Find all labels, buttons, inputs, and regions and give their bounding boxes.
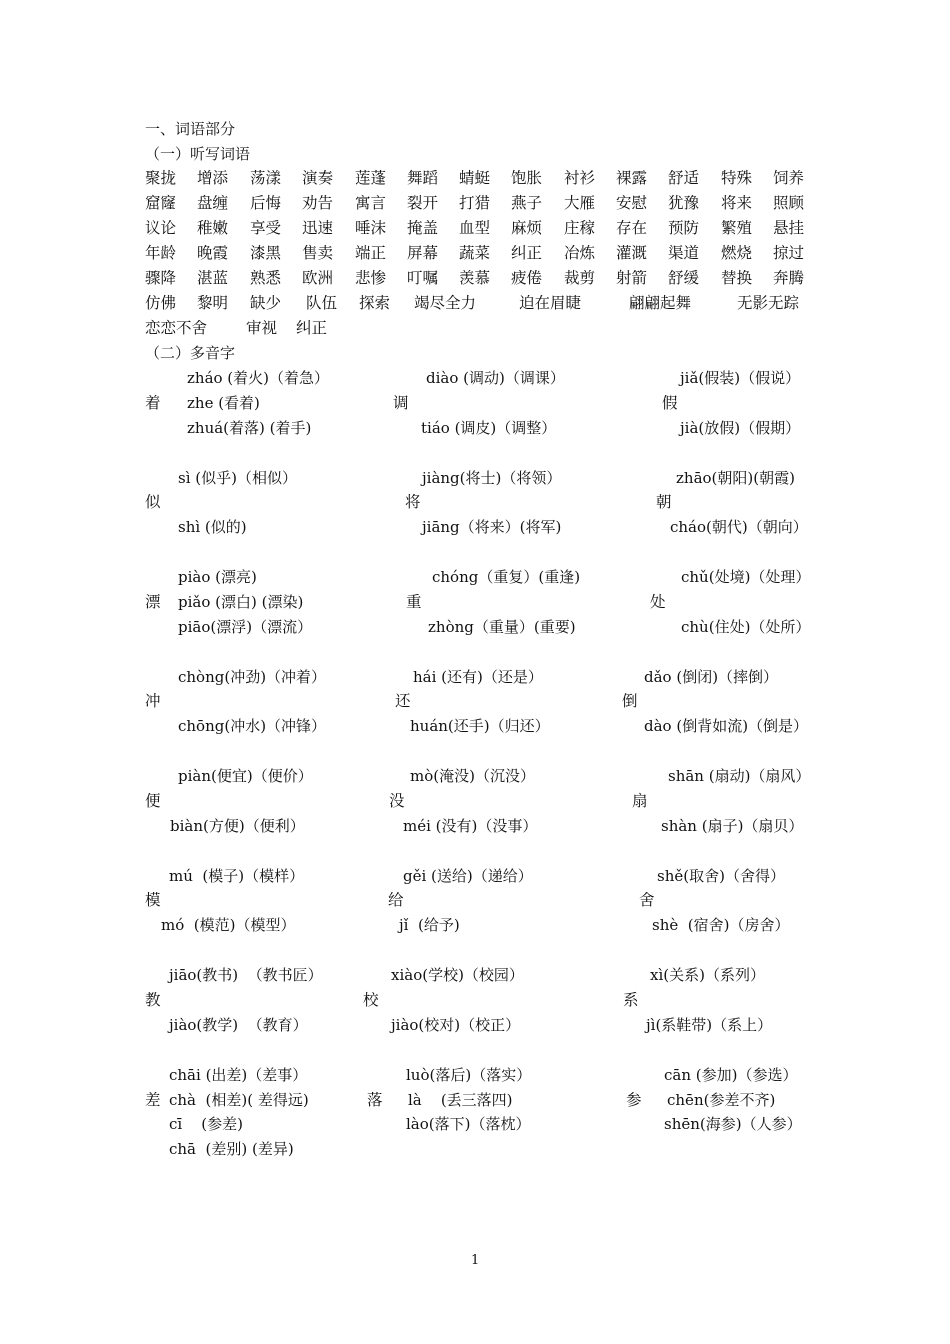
reading-entry: jià(放假)（假期） [680, 419, 801, 437]
vocab-word: 犹豫 [668, 194, 700, 212]
vocab-word: 屏幕 [407, 244, 439, 262]
vocab-word: 衬衫 [564, 169, 596, 187]
vocab-word: 特殊 [721, 169, 753, 187]
polyphonic-char: 冲 [145, 692, 161, 710]
page-number: 1 [471, 1253, 480, 1268]
reading-entry: piàn(便宜)（便价） [178, 767, 313, 785]
reading-entry: chēn(参差不齐) [667, 1091, 776, 1109]
vocab-word: 探索 [359, 294, 391, 312]
reading-entry: zhòng（重量）(重要) [428, 618, 576, 636]
reading-entry: là (丢三落四) [408, 1091, 513, 1109]
reading-entry: chà (相差)( 差得远) [169, 1091, 309, 1109]
vocab-word: 迫在眉睫 [519, 294, 582, 312]
vocab-word: 射箭 [616, 269, 648, 287]
vocab-word: 繁殖 [721, 219, 753, 237]
reading-entry: chōng(冲水)（冲锋） [178, 717, 327, 735]
vocab-word: 照顾 [773, 194, 805, 212]
polyphonic-char: 参 [626, 1091, 642, 1109]
vocab-word: 演奏 [302, 169, 334, 187]
polyphonic-char: 着 [145, 394, 161, 412]
reading-entry: xì(关系)（系列） [650, 966, 765, 984]
vocab-word: 纠正 [511, 244, 543, 262]
polyphonic-char: 漂 [145, 593, 161, 611]
reading-entry: cān (参加)（参选） [664, 1066, 798, 1084]
vocab-word: 盘缠 [197, 194, 229, 212]
reading-entry: gěi (送给)（递给） [403, 867, 533, 885]
vocab-word: 预防 [668, 219, 700, 237]
reading-entry: jiào(校对)（校正） [391, 1016, 521, 1034]
vocab-word: 后悔 [250, 194, 282, 212]
vocab-word: 燕子 [511, 194, 543, 212]
reading-entry: dào (倒背如流)（倒是） [644, 717, 809, 735]
vocab-word: 蔬菜 [459, 244, 491, 262]
vocab-word: 悬挂 [773, 219, 805, 237]
vocab-word: 迅速 [302, 219, 334, 237]
vocab-word: 熟悉 [250, 269, 282, 287]
reading-entry: piǎo (漂白) (漂染) [178, 593, 304, 611]
polyphonic-char: 差 [145, 1091, 161, 1109]
vocab-word: 仿佛 [145, 294, 177, 312]
vocab-word: 寓言 [355, 194, 387, 212]
vocab-word: 享受 [250, 219, 282, 237]
polyphonic-char: 没 [389, 792, 405, 810]
polyphonic-char: 舍 [639, 891, 655, 909]
reading-entry: diào (调动)（调课） [426, 369, 565, 387]
vocab-word: 议论 [145, 219, 177, 237]
vocab-word: 湛蓝 [197, 269, 229, 287]
polyphonic-char: 处 [650, 593, 666, 611]
vocab-word: 漆黑 [250, 244, 282, 262]
polyphonic-char: 重 [406, 593, 422, 611]
vocab-word: 掠过 [773, 244, 805, 262]
vocab-word: 燃烧 [721, 244, 753, 262]
reading-entry: biàn(方便)（便利） [170, 817, 305, 835]
vocab-word: 舒适 [668, 169, 700, 187]
reading-entry: jiào(教学) （教育） [169, 1016, 308, 1034]
vocab-word: 聚拢 [145, 169, 177, 187]
reading-entry: chāi (出差)（差事） [169, 1066, 308, 1084]
reading-entry: chù(住处)（处所） [681, 618, 811, 636]
vocab-word: 安慰 [616, 194, 648, 212]
vocab-word: 裂开 [407, 194, 439, 212]
section-heading: 一、词语部分 [145, 120, 236, 138]
reading-entry: jiāo(教书) （教书匠） [169, 966, 323, 984]
reading-entry: zhuá(着落) (着手) [187, 419, 312, 437]
polyphonic-char: 似 [145, 493, 161, 511]
polyphonic-char: 朝 [656, 493, 672, 511]
reading-entry: jì(系鞋带)（系上） [646, 1016, 773, 1034]
vocab-word: 羡慕 [459, 269, 491, 287]
polyphonic-char: 倒 [622, 692, 638, 710]
vocab-word: 稚嫩 [197, 219, 229, 237]
vocab-word: 灌溉 [616, 244, 648, 262]
reading-entry: mú (模子)（模样） [169, 867, 305, 885]
vocab-word: 缺少 [250, 294, 282, 312]
vocab-word: 饲养 [773, 169, 805, 187]
vocab-word: 掩盖 [407, 219, 439, 237]
vocab-word: 蜻蜓 [459, 169, 491, 187]
reading-entry: tiáo (调皮)（调整） [421, 419, 557, 437]
reading-entry: chóng（重复）(重逢) [432, 568, 581, 586]
reading-entry: mó (模范)（模型） [161, 916, 296, 934]
polyphonic-char: 教 [145, 991, 161, 1009]
reading-entry: piāo(漂浮)（漂流） [178, 618, 313, 636]
vocab-word: 黎明 [197, 294, 229, 312]
reading-entry: chā (差别) (差异) [169, 1140, 294, 1158]
reading-entry: shēn(海参)（人参） [664, 1115, 802, 1133]
vocab-word: 窟窿 [145, 194, 177, 212]
reading-entry: sì (似乎)（相似） [178, 469, 297, 487]
reading-entry: xiào(学校)（校园） [391, 966, 524, 984]
vocab-word: 渠道 [668, 244, 700, 262]
vocab-word: 售卖 [302, 244, 334, 262]
vocab-word: 麻烦 [511, 219, 543, 237]
vocab-word: 骤降 [145, 269, 177, 287]
vocab-word: 存在 [616, 219, 648, 237]
vocab-word: 悲惨 [355, 269, 387, 287]
polyphonic-char: 校 [363, 991, 379, 1009]
polyphonic-char: 模 [145, 891, 161, 909]
vocab-word: 劝告 [302, 194, 334, 212]
reading-entry: piào (漂亮) [178, 568, 257, 586]
polyphonic-char: 落 [367, 1091, 383, 1109]
polyphonic-char: 调 [393, 394, 409, 412]
vocab-word: 庄稼 [564, 219, 596, 237]
polyphonic-char: 系 [623, 991, 639, 1009]
vocab-word: 端正 [355, 244, 387, 262]
vocab-word: 大雁 [564, 194, 596, 212]
reading-entry: cī (参差) [169, 1115, 243, 1133]
polyphonic-char: 扇 [632, 792, 648, 810]
subsection-title: （一）听写词语 [145, 145, 251, 163]
reading-entry: jiāng（将来）(将军) [422, 518, 562, 536]
vocab-word: 打猎 [459, 194, 491, 212]
vocab-word: 审视 [246, 319, 278, 337]
subsection-title: （二）多音字 [145, 344, 236, 362]
vocab-word: 血型 [459, 219, 491, 237]
polyphonic-char: 将 [405, 493, 421, 511]
vocab-word: 翩翩起舞 [629, 294, 692, 312]
vocab-word: 纠正 [296, 319, 328, 337]
reading-entry: chòng(冲劲)（冲着） [178, 668, 327, 686]
polyphonic-char: 还 [395, 692, 411, 710]
reading-entry: chǔ(处境)（处理） [681, 568, 811, 586]
polyphonic-char: 假 [662, 394, 678, 412]
reading-entry: zhāo(朝阳)(朝霞) [676, 469, 795, 487]
vocab-word: 将来 [721, 194, 753, 212]
vocab-word: 唾沫 [355, 219, 387, 237]
polyphonic-char: 给 [388, 891, 404, 909]
vocab-word: 增添 [197, 169, 229, 187]
vocab-word: 裸露 [616, 169, 648, 187]
reading-entry: zháo (着火)（着急） [187, 369, 330, 387]
reading-entry: jiàng(将士)（将领） [422, 469, 562, 487]
reading-entry: cháo(朝代)（朝向） [670, 518, 808, 536]
vocab-word: 冶炼 [564, 244, 596, 262]
vocab-word: 疲倦 [511, 269, 543, 287]
reading-entry: dǎo (倒闭)（摔倒） [644, 668, 779, 686]
vocab-word: 舒缓 [668, 269, 700, 287]
vocab-word: 晚霞 [197, 244, 229, 262]
reading-entry: lào(落下)（落枕） [406, 1115, 531, 1133]
polyphonic-char: 便 [145, 792, 161, 810]
reading-entry: luò(落后)（落实） [406, 1066, 532, 1084]
vocab-word: 莲蓬 [355, 169, 387, 187]
reading-entry: hái (还有)（还是） [413, 668, 543, 686]
reading-entry: shān (扇动)（扇风） [668, 767, 811, 785]
reading-entry: shì (似的) [178, 518, 247, 536]
vocab-word: 欧洲 [302, 269, 334, 287]
reading-entry: shě(取舍)（舍得） [657, 867, 785, 885]
vocab-word: 恋恋不舍 [145, 319, 208, 337]
vocab-word: 舞蹈 [407, 169, 439, 187]
vocab-word: 替换 [721, 269, 753, 287]
reading-entry: jǐ (给予) [399, 916, 460, 934]
vocab-word: 年龄 [145, 244, 177, 262]
vocab-word: 队伍 [306, 294, 338, 312]
reading-entry: méi (没有)（没事） [403, 817, 538, 835]
vocab-word: 叮嘱 [407, 269, 439, 287]
vocab-word: 奔腾 [773, 269, 805, 287]
reading-entry: zhe (看着) [187, 394, 260, 412]
vocab-word: 裁剪 [564, 269, 596, 287]
reading-entry: mò(淹没)（沉没） [410, 767, 535, 785]
reading-entry: shè (宿舍)（房舍） [652, 916, 790, 934]
vocab-word: 竭尽全力 [414, 294, 477, 312]
vocab-word: 无影无踪 [737, 294, 800, 312]
reading-entry: huán(还手)（归还） [410, 717, 550, 735]
vocab-word: 饱胀 [511, 169, 543, 187]
vocab-word: 荡漾 [250, 169, 282, 187]
reading-entry: jiǎ(假装)（假说） [680, 369, 801, 387]
reading-entry: shàn (扇子)（扇贝） [661, 817, 804, 835]
